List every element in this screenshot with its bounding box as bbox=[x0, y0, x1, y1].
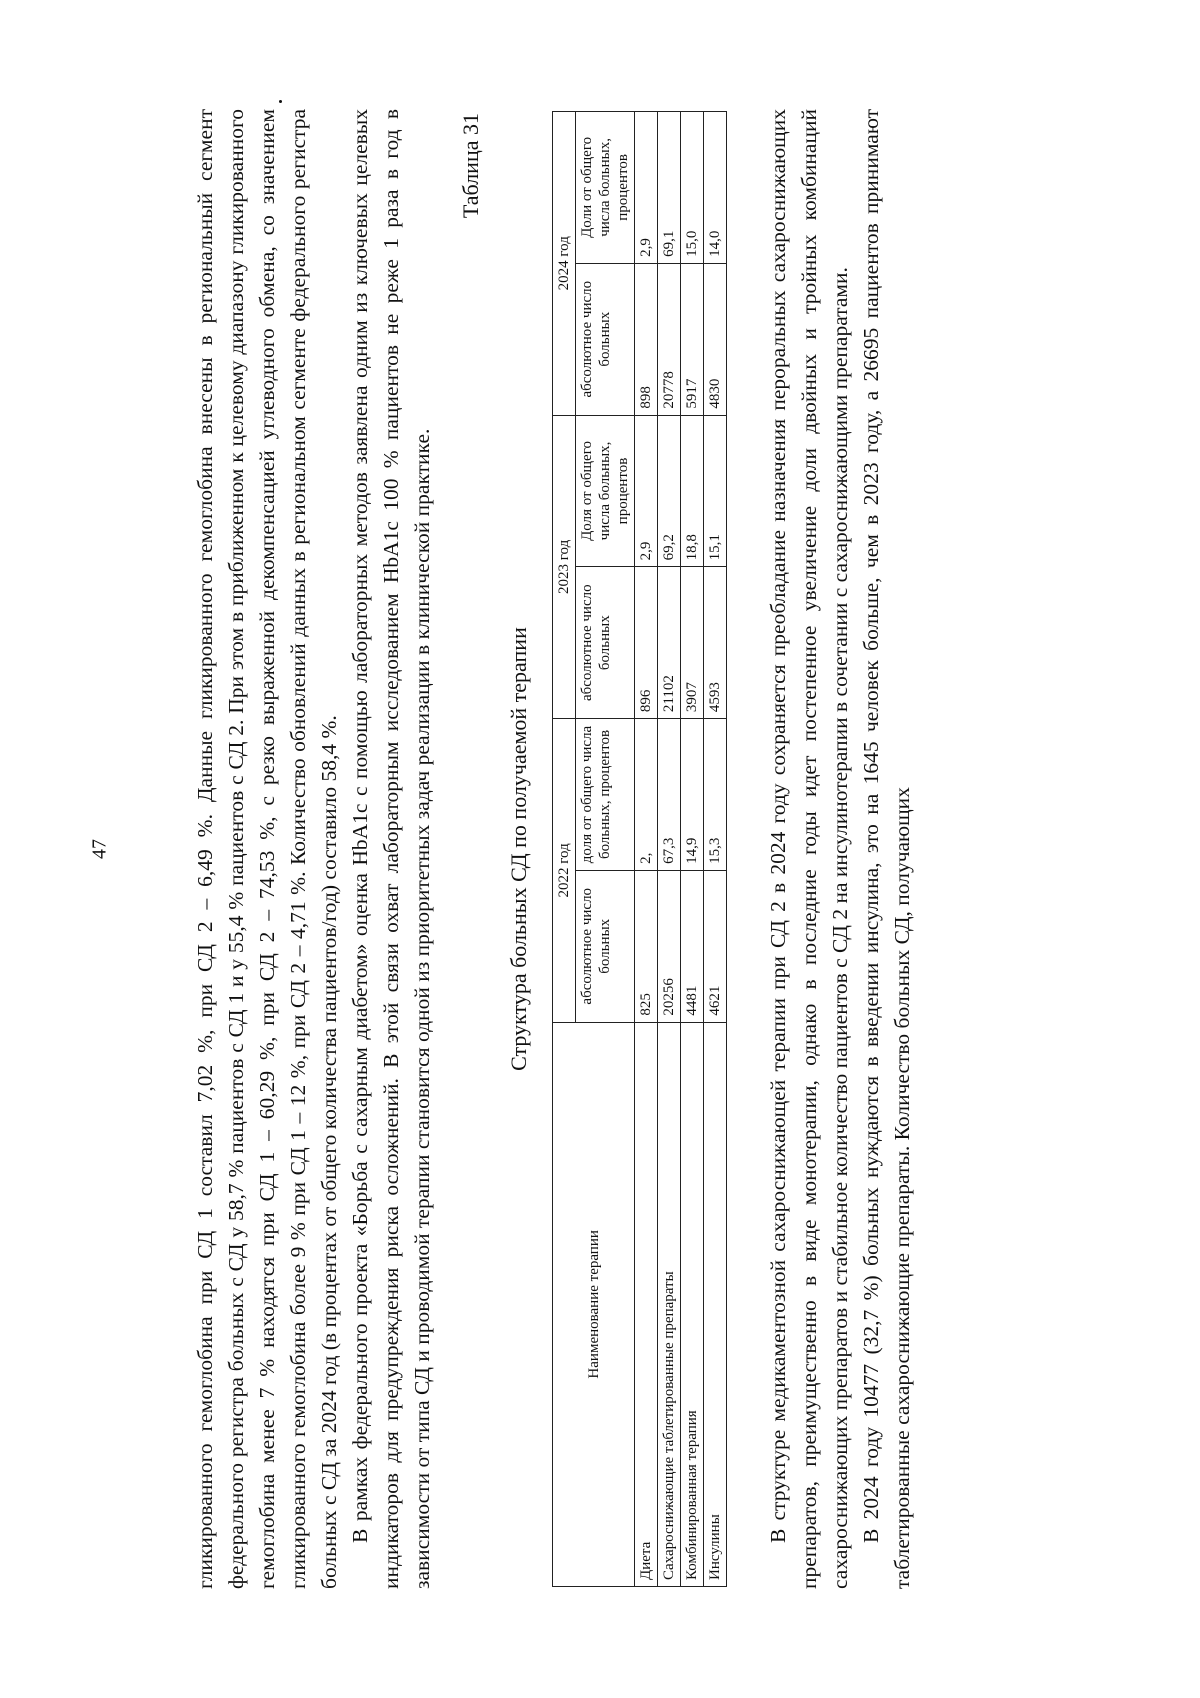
table-label: Таблица 31 bbox=[458, 113, 483, 219]
header-year-2024: 2024 год bbox=[553, 112, 576, 416]
paragraph-federal-project: В рамках федерального проекта «Борьба с сахарным диабетом» оценка HbA1c с помощью лабораторных методов заявлена одним из ключевых целевых индикаторов для предупреждения риска осложнений. В этой связи охват лабораторным исследованием HbA1c 100 % пациентов не реже 1 раза в год в зависимости от типа СД и проводимой терапии становится одной из приоритетных задач реализации в клинической практике. bbox=[348, 109, 434, 1589]
cell-therapy-name: Диета bbox=[635, 1022, 658, 1586]
paragraph-insulin-2024: В 2024 году 10477 (32,7 %) больных нуждаются в введении инсулина, это на 1645 человек больше, чем в 2023 году, а 26695 пациентов принимают таблетированные сахароснижающие препараты. Количество больных СД, получающих bbox=[859, 109, 914, 1589]
paragraph-hba1c-results: гликированного гемоглобина при СД 1 составил 7,02 %, при СД 2 – 6,49 %. Данные гликированного гемоглобина внесены в региональный сегмент федерального регистра больных с СД у 58,7 % пациентов с СД 1 и у 55,4 % пациентов с СД 2. При этом в приближенном к целевому диапазону гликированного гемоглобина менее 7 % находятся при СД 1 – 60,29 %, при СД 2 – 74,53 %, с резко выраженной декомпенсацией углеводного обмена, со значением гликированного гемоглобина более 9 % при СД 1 – 12 %, при СД 2 – 4,71 %. Количество обновлений данных в региональном сегменте федерального регистра больных с СД за 2024 год (в процентах от общего количества пациентов/год) составило 58,4 %. bbox=[193, 109, 341, 1589]
subheader-share-2023: Доля от общего числа больных, процентов bbox=[576, 415, 635, 567]
cell-value: 69,1 bbox=[658, 112, 681, 264]
table-row bbox=[658, 112, 681, 1587]
table-row bbox=[635, 112, 658, 1587]
cell-value: 5917 bbox=[681, 263, 704, 415]
cell-value: 14,9 bbox=[681, 719, 704, 871]
cell-value: 4621 bbox=[704, 870, 727, 1022]
header-year-2023: 2023 год bbox=[553, 415, 576, 719]
cell-value: 898 bbox=[635, 263, 658, 415]
cell-value: 825 bbox=[635, 870, 658, 1022]
cell-value: 15,0 bbox=[681, 112, 704, 264]
subheader-abs-2023: абсолютное число больных bbox=[576, 567, 635, 719]
paragraph-therapy-structure: В структуре медикаментозной сахароснижающей терапии при СД 2 в 2024 году сохраняется преобладание назначения пероральных сахароснижающих препаратов, преимущественно в виде монотерапии, однако в последние годы идет постепенное увеличение доли двойных и тройных комбинаций сахароснижающих препаратов и стабильное количество пациентов с СД 2 на инсулинотерапии в сочетании с сахароснижающими препаратами. bbox=[766, 109, 852, 1589]
table-row bbox=[681, 112, 704, 1587]
subheader-share-2024: Доли от общего числа больных, процентов bbox=[576, 112, 635, 264]
cell-value: 67,3 bbox=[658, 719, 681, 871]
table-title: Структура больных СД по получаемой терапии bbox=[506, 627, 531, 1071]
cell-value: 896 bbox=[635, 567, 658, 719]
rotated-content bbox=[190, 109, 1010, 1589]
cell-value: 20256 bbox=[658, 870, 681, 1022]
scan-dot bbox=[279, 100, 282, 103]
cell-value: 3907 bbox=[681, 567, 704, 719]
subheader-abs-2024: абсолютное число больных bbox=[576, 263, 635, 415]
header-therapy-name: Наименование терапии bbox=[553, 1022, 635, 1586]
content-flow bbox=[190, 109, 918, 1589]
cell-value: 2,9 bbox=[635, 112, 658, 264]
cell-value: 15,3 bbox=[704, 719, 727, 871]
cell-value: 21102 bbox=[658, 567, 681, 719]
subheader-share-2022: доля от общего числа больных, процентов bbox=[576, 719, 635, 871]
cell-therapy-name: Сахароснижающие таблетированные препараты bbox=[658, 1022, 681, 1586]
cell-value: 20778 bbox=[658, 263, 681, 415]
cell-value: 18,8 bbox=[681, 415, 704, 567]
cell-therapy-name: Комбинированная терапия bbox=[681, 1022, 704, 1586]
cell-therapy-name: Инсулины bbox=[704, 1022, 727, 1586]
cell-value: 4830 bbox=[704, 263, 727, 415]
cell-value: 4481 bbox=[681, 870, 704, 1022]
header-year-2022: 2022 год bbox=[553, 719, 576, 1023]
cell-value: 2, bbox=[635, 719, 658, 871]
subheader-abs-2022: абсолютное число больных bbox=[576, 870, 635, 1022]
cell-value: 4593 bbox=[704, 567, 727, 719]
table-header-row bbox=[553, 112, 576, 1587]
cell-value: 14,0 bbox=[704, 112, 727, 264]
table-row bbox=[704, 112, 727, 1587]
cell-value: 15,1 bbox=[704, 415, 727, 567]
page-number: 47 bbox=[88, 839, 111, 859]
therapy-structure-table bbox=[552, 111, 727, 1587]
cell-value: 69,2 bbox=[658, 415, 681, 567]
cell-value: 2,9 bbox=[635, 415, 658, 567]
